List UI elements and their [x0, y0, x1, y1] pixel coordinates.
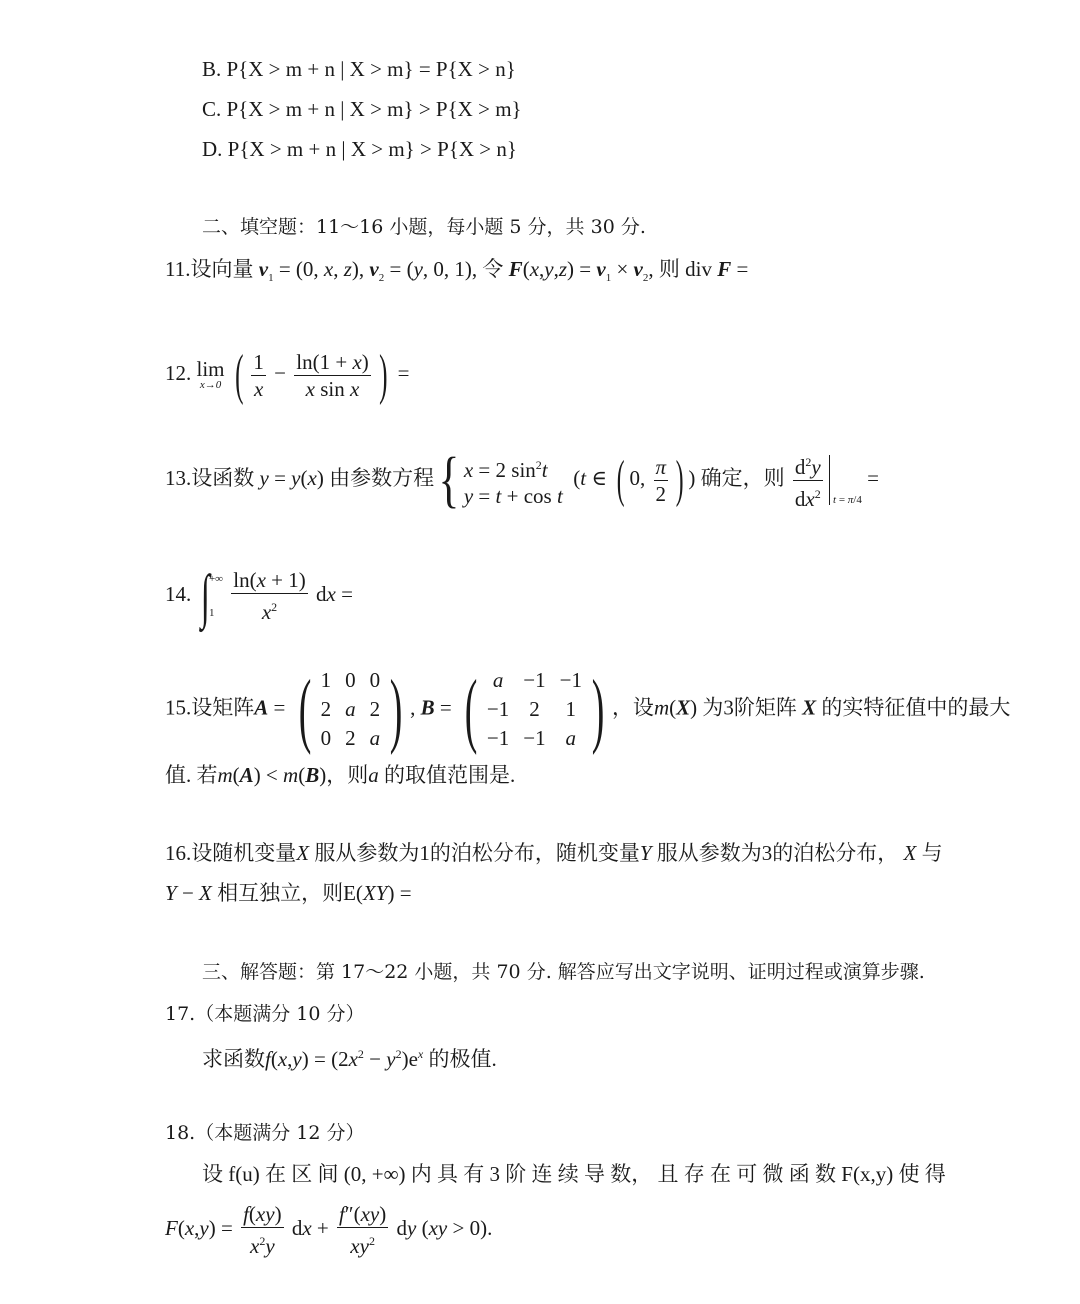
question-18-body-line-2: F(x,y) = $\frac{f(xy)}{x^2y}$ dx + $\frac{f''(xy)}{xy^2}$ dy (xy > 0).: [165, 1202, 493, 1259]
question-14: 14. ∫ +∞ 1 $\frac{\ln(x + 1)}{x^2}$ dx =: [165, 563, 353, 629]
option-c: C. P{X > m + n | X > m} > P{X > m}: [202, 97, 522, 121]
question-11: 11.设向量 $v_1 = (0$, x, z), $v_2 = (y$, 0, 1), 令 $F(x,y,z) = v_1 \times v_2$, 则 div F =: [165, 257, 749, 285]
question-16-line-2: Y − X 相互独立，则E(XY) =: [165, 881, 412, 905]
option-b: B. P{X > m + n | X > m} = P{X > n}: [202, 57, 516, 81]
question-13: 13.设函数 y = y(x) 由参数方程{ x = 2 $\sin^2t$ y = t + cos t (t ∈ ( 0, $\frac{\pi}{2}$ ) ) 确定，则 $\frac{d^2y}{dx^2}$ $_{t = \pi/4}$ =: [165, 446, 879, 514]
question-16-line-1: 16.设随机变量X 服从参数为1的泊松分布，随机变量Y 服从参数为3的泊松分布， X 与: [165, 841, 943, 865]
question-17-body: 求函数$f(x,y) = (2x^2 - y^2)e^x$ 的极值.: [202, 1047, 497, 1071]
section-3-heading: 三、解答题：第 17～22 小题，共 70 分. 解答应写出文字说明、证明过程或演算步骤.: [202, 961, 925, 983]
question-15-line-2: 值. 若m(A) < m(B)，则a 的取值范围是.: [165, 763, 516, 787]
section-2-heading: 二、填空题：11～16 小题，每小题 5 分，共 30 分.: [202, 216, 646, 238]
option-d: D. P{X > m + n | X > m} > P{X > n}: [202, 137, 517, 161]
question-18-header: 18.（本题满分 12 分）: [165, 1122, 365, 1144]
question-12: 12. lim x→0 ( $\frac{1}{x}$ − $\frac{\ln(1 + x)}{\text{x sin x}}$ ) =: [165, 344, 410, 406]
question-15-line-1: 15.设矩阵A = ( 1 0 0 2 a 2 0 2 a ) , B = ( a −1 −1 −1 2 1 −1 −1 a ) ，设m(X) 为3阶矩阵 X 的实特征值中的最大: [165, 662, 1011, 756]
question-18-body-line-1: 设 f(u) 在 区 间 (0, +∞) 内 具 有 3 阶 连 续 导 数， 且 存 在 可 微 函 数 F(x,y) 使 得: [202, 1162, 946, 1186]
question-17-header: 17.（本题满分 10 分）: [165, 1003, 365, 1025]
